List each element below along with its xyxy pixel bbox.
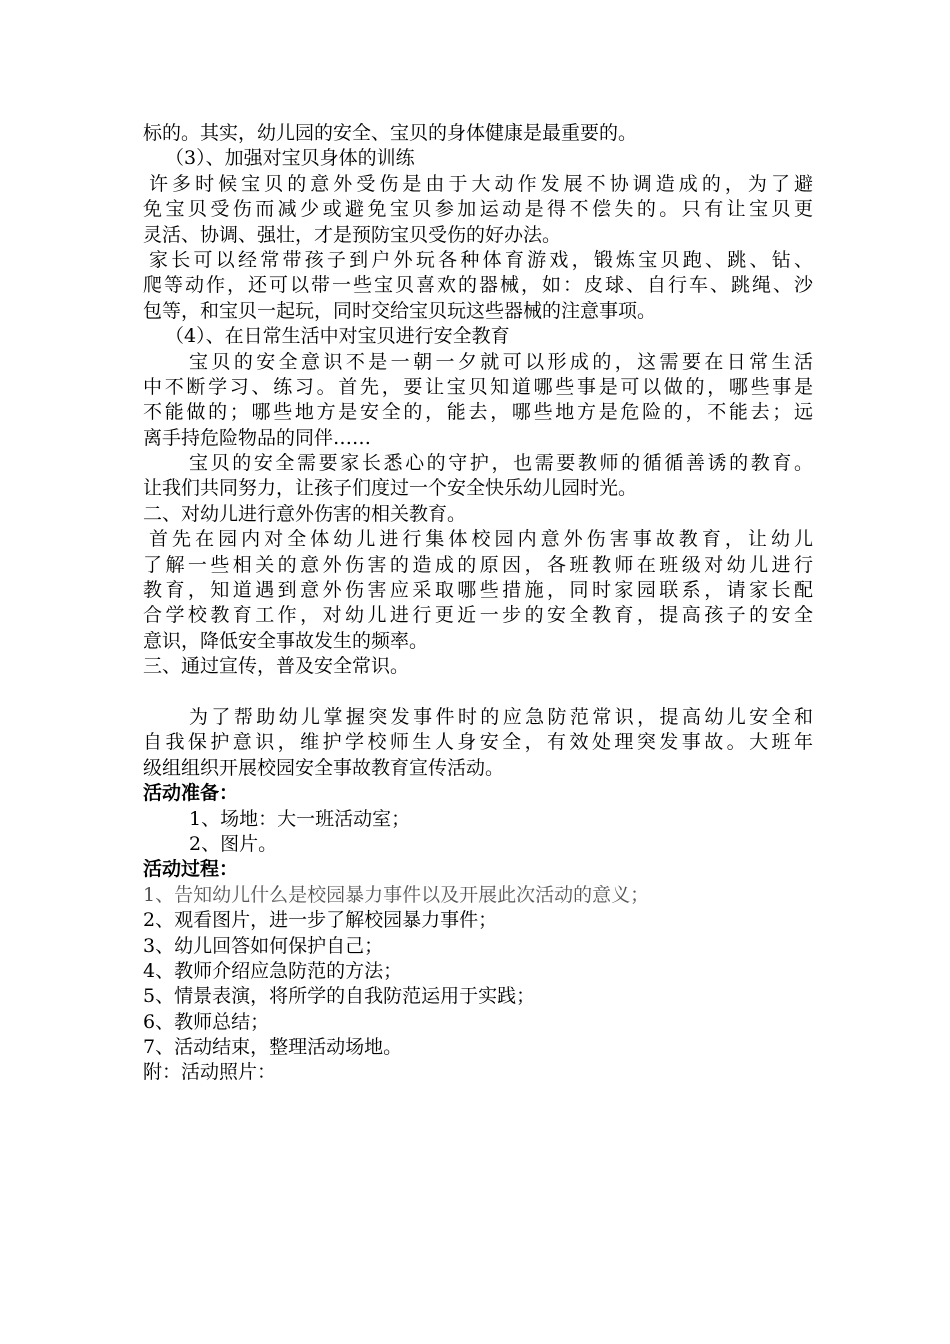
paragraph-line: 家长可以经常带孩子到户外玩各种体育游戏，锻炼宝贝跑、跳、钻、: [149, 248, 813, 271]
paragraph-line: 宝贝的安全意识不是一朝一夕就可以形成的，这需要在日常生活: [189, 350, 813, 373]
list-item: 4、教师介绍应急防范的方法；: [143, 959, 403, 982]
paragraph-line: 合学校教育工作，对幼儿进行更近一步的安全教育，提高孩子的安全: [143, 604, 813, 627]
paragraph-line: 宝贝的安全需要家长悉心的守护，也需要教师的循循善诱的教育。: [189, 452, 813, 475]
paragraph-line: 灵活、协调、强壮，才是预防宝贝受伤的好办法。: [143, 223, 562, 246]
paragraph-line: 为了帮助幼儿掌握突发事件时的应急防范常识，提高幼儿安全和: [189, 705, 813, 728]
activity-process-heading: 活动过程：: [143, 858, 239, 881]
paragraph-line: 意识，降低安全事故发生的频率。: [143, 629, 429, 652]
paragraph-line: 包等，和宝贝一起玩，同时交给宝贝玩这些器械的注意事项。: [143, 299, 657, 322]
paragraph-line: 离手持危险物品的同伴……: [143, 426, 372, 449]
list-item: 3、幼儿回答如何保护自己；: [143, 934, 384, 957]
list-item: 2、观看图片，进一步了解校园暴力事件；: [143, 909, 498, 932]
paragraph-line: 标的。其实，幼儿园的安全、宝贝的身体健康是最重要的。: [143, 122, 638, 144]
attachment-label: 附：活动照片：: [143, 1061, 277, 1084]
document-page: [143, 121, 813, 1086]
paragraph-line: 许多时候宝贝的意外受伤是由于大动作发展不协调造成的，为了避: [149, 172, 813, 195]
paragraph-line: 自我保护意识，维护学校师生人身安全，有效处理突发事故。大班年: [143, 731, 813, 754]
section-heading: 二、对幼儿进行意外伤害的相关教育。: [143, 502, 467, 525]
paragraph-line: 级组组织开展校园安全事故教育宣传活动。: [143, 756, 505, 779]
subsection-heading: （4）、在日常生活中对宝贝进行安全教育: [165, 325, 510, 348]
activity-preparation-heading: 活动准备：: [143, 782, 239, 805]
paragraph-line: 教育，知道遇到意外伤害应采取哪些措施，同时家园联系，请家长配: [143, 579, 813, 602]
paragraph-line: 免宝贝受伤而减少或避免宝贝参加运动是得不偿失的。只有让宝贝更: [143, 198, 813, 221]
paragraph-line: 不能做的；哪些地方是安全的，能去，哪些地方是危险的，不能去；远: [143, 401, 813, 424]
list-item: 1、告知幼儿什么是校园暴力事件以及开展此次活动的意义；: [143, 883, 650, 906]
paragraph-line: 了解一些相关的意外伤害的造成的原因，各班教师在班级对幼儿进行: [143, 553, 813, 576]
list-item: 6、教师总结；: [143, 1010, 270, 1033]
section-heading: 三、通过宣传，普及安全常识。: [143, 655, 410, 678]
paragraph-line: 首先在园内对全体幼儿进行集体校园内意外伤害事故教育，让幼儿: [149, 528, 813, 551]
list-item: 7、活动结束，整理活动场地。: [143, 1036, 403, 1059]
blank-line: [143, 680, 813, 705]
paragraph-line: 爬等动作，还可以带一些宝贝喜欢的器械，如：皮球、自行车、跳绳、沙: [143, 274, 813, 297]
subsection-heading: （3）、加强对宝贝身体的训练: [165, 147, 415, 170]
paragraph-line: 中不断学习、练习。首先，要让宝贝知道哪些事是可以做的，哪些事是: [143, 375, 813, 398]
paragraph-line: 让我们共同努力，让孩子们度过一个安全快乐幼儿园时光。: [143, 477, 638, 500]
list-item: 2、图片。: [189, 832, 278, 855]
list-item: 1、场地：大一班活动室；: [189, 807, 411, 830]
list-item: 5、情景表演，将所学的自我防范运用于实践；: [143, 985, 536, 1008]
